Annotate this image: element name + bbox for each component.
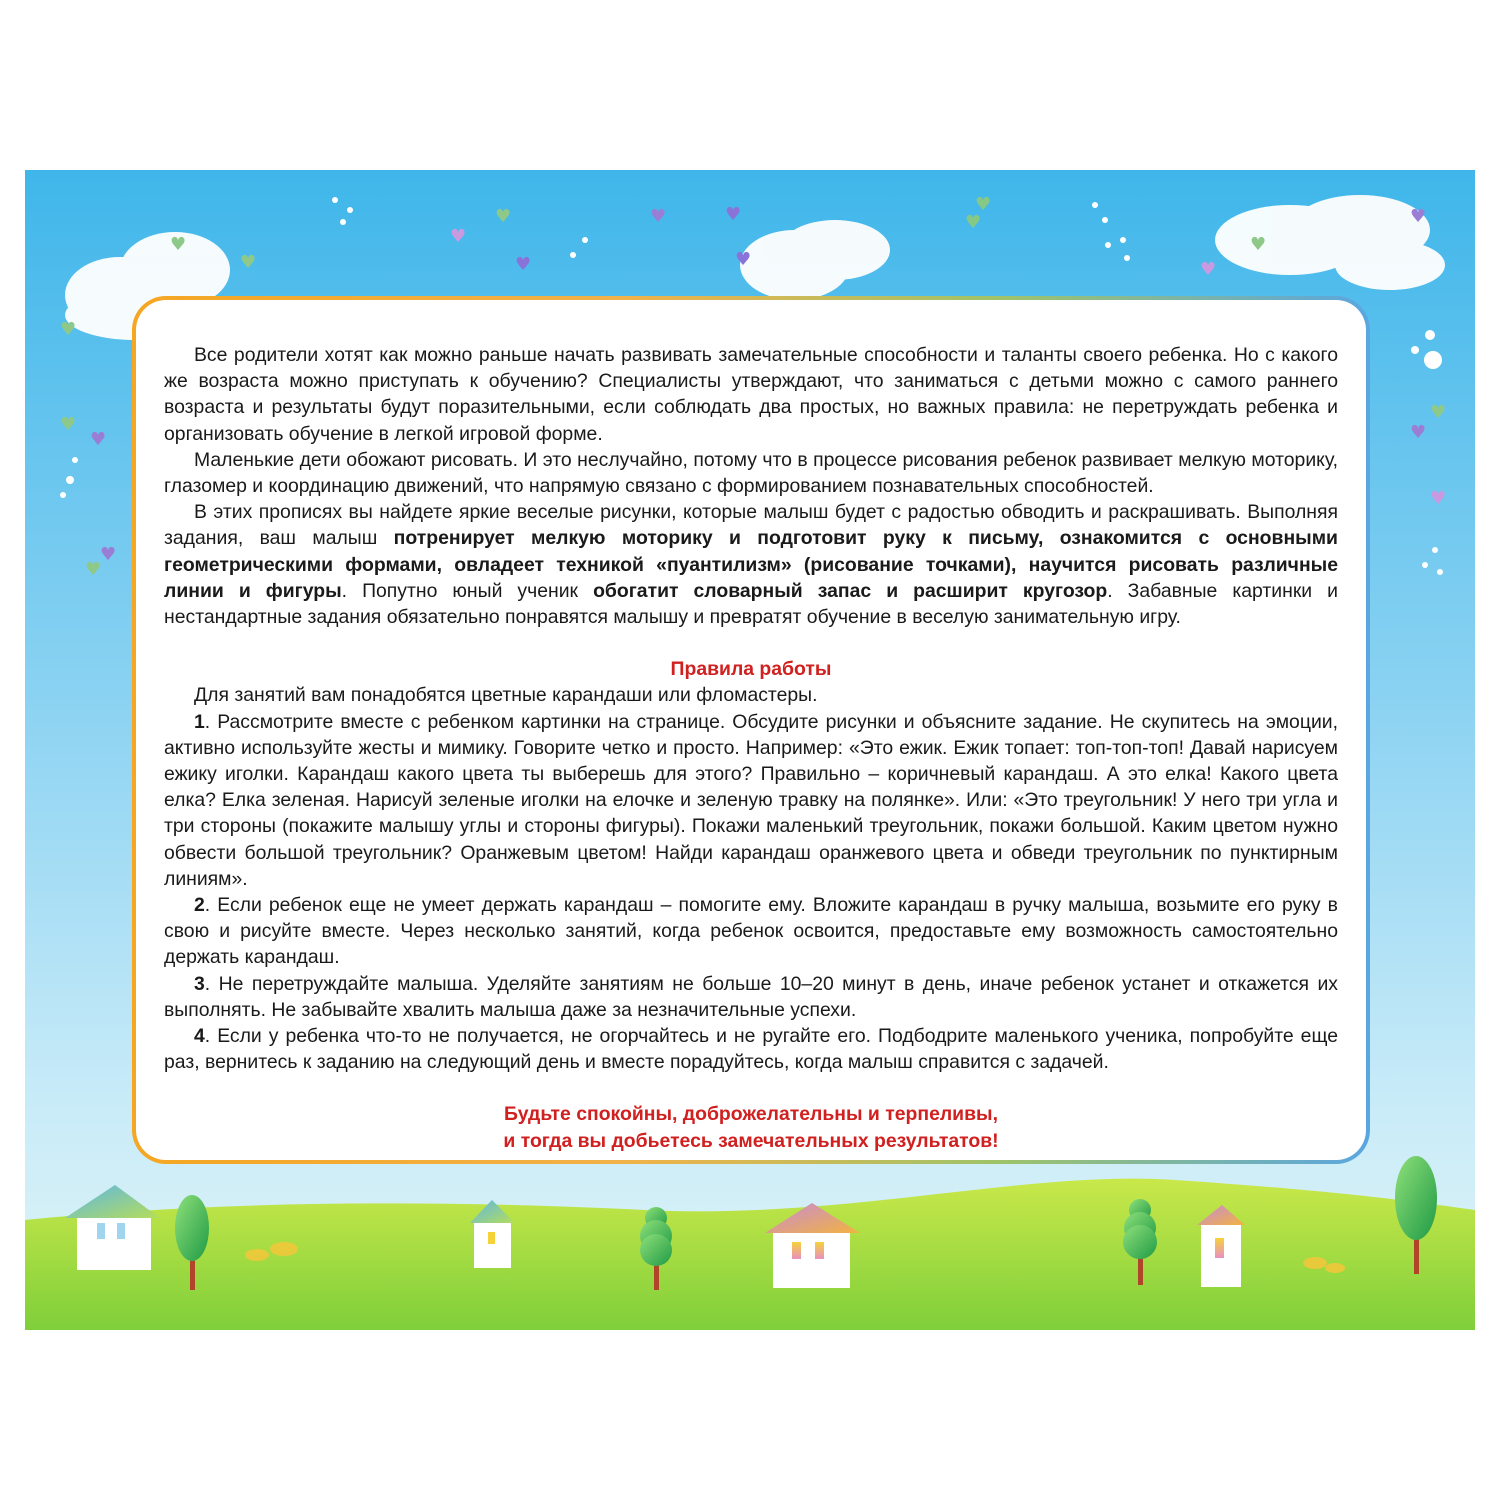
svg-text:♥: ♥ bbox=[515, 254, 532, 275]
intro-p3-bold-vocabulary: обогатит словарный запас и расширит кругозор bbox=[593, 579, 1108, 602]
svg-text:♥: ♥ bbox=[975, 194, 992, 215]
text-card bbox=[132, 296, 1370, 1164]
svg-text:♥: ♥ bbox=[60, 319, 77, 340]
intro-p3-part-e: . Забавные картинки и нестандартные задания обязательно понравятся малышу и превратят обучение в веселую занимательную игру. bbox=[164, 579, 1338, 629]
illustrated-background bbox=[25, 170, 1475, 1330]
rule-item-4 bbox=[164, 1023, 1338, 1075]
svg-text:♥: ♥ bbox=[1430, 488, 1447, 509]
svg-text:♥: ♥ bbox=[85, 559, 102, 580]
svg-text:♥: ♥ bbox=[650, 206, 667, 227]
rule-number: 4 bbox=[194, 1025, 205, 1048]
rule-text: . Если ребенок еще не умеет держать карандаш – помогите ему. Вложите карандаш в ручку малыша, возьмите его руку в свою и рисуйте вместе. Через несколько занятий, когда ребенок освоится, предоставьте ему возможность самостоятельно держать карандаш. bbox=[164, 894, 1338, 969]
rule-item-3 bbox=[164, 971, 1338, 1023]
rule-item-1 bbox=[164, 709, 1338, 892]
rule-text: . Рассмотрите вместе с ребенком картинки на странице. Обсудите рисунки и объясните задание. Не скупитесь на эмоции, активно используйте жесты и мимику. Говорите четко и просто. Например: «Это ежик. Ежик топает: топ-топ-топ! Давай нарисуем ежику иголки. Карандаш какого цвета ты выберешь для этого? Правильно – коричневый карандаш. А это елка! Какого цвета елка? Елка зеленая. Нарисуй зеленые иголки на елочке и зеленую травку на полянке». Или: «Это треугольник! У него три угла и три стороны (покажите малышу углы и стороны фигуры). Покажи маленький треугольник, покажи большой. Каким цветом нужно обвести большой треугольник? Оранжевым цветом! Найди карандаш оранжевого цвета и обведи треугольник по пунктирным линиям». bbox=[164, 710, 1338, 890]
svg-text:♥: ♥ bbox=[450, 226, 467, 247]
svg-text:♥: ♥ bbox=[90, 429, 107, 450]
intro-paragraph-3 bbox=[164, 499, 1338, 630]
svg-text:♥: ♥ bbox=[60, 414, 77, 435]
svg-text:♥: ♥ bbox=[100, 544, 117, 565]
intro-paragraph-1: Все родители хотят как можно раньше начать развивать замечательные способности и таланты своего ребенка. Но с какого же возраста можно приступать к обучению? Специалисты утверждают, что заниматься с детьми можно с самого раннего возраста и результаты будут поразительными, если соблюдать два простых, но важных правила: не перетруждать ребенка и организовать обучение в легкой игровой форме. bbox=[164, 344, 1338, 445]
house-1 bbox=[65, 1185, 160, 1270]
svg-text:♥: ♥ bbox=[170, 234, 187, 255]
rule-number: 3 bbox=[194, 972, 205, 995]
closing-line-1: Будьте спокойны, доброжелательны и терпеливы, bbox=[504, 1103, 998, 1126]
svg-text:♥: ♥ bbox=[495, 206, 512, 227]
svg-text:♥: ♥ bbox=[1410, 422, 1427, 443]
closing-line-2: и тогда вы добьетесь замечательных результатов! bbox=[503, 1129, 999, 1152]
svg-text:♥: ♥ bbox=[1410, 206, 1427, 227]
svg-text:♥: ♥ bbox=[1200, 259, 1217, 280]
rules-heading: Правила работы bbox=[670, 658, 832, 681]
svg-text:♥: ♥ bbox=[965, 212, 982, 233]
rules-lead: Для занятий вам понадобятся цветные карандаши или фломастеры. bbox=[194, 684, 818, 707]
rule-text: . Если у ребенка что-то не получается, не огорчайтесь и не ругайте его. Подбодрите маленького ученика, попробуйте еще раз, вернитесь к заданию на следующий день и вместе порадуйтесь, когда малыш справится с задачей. bbox=[164, 1025, 1338, 1074]
intro-p3-bold-skills: потренирует мелкую моторику и подготовит руку к письму, ознакомится с основными геометрическими формами, овладеет техникой «пуантилизм» (рисование точками), научится рисовать различные линии и фигуры bbox=[164, 527, 1338, 602]
svg-text:♥: ♥ bbox=[725, 204, 742, 225]
svg-text:♥: ♥ bbox=[240, 252, 257, 273]
rule-number: 2 bbox=[194, 894, 205, 917]
intro-p3-part-c: . Попутно юный ученик bbox=[341, 579, 594, 602]
text-card-body bbox=[136, 300, 1366, 1160]
rule-text: . Не перетруждайте малыша. Уделяйте занятиям не больше 10–20 минут в день, иначе ребенок устанет и откажется их выполнять. Не забывайте хвалить малыша даже за незначительные успехи. bbox=[164, 972, 1338, 1021]
rule-number: 1 bbox=[194, 710, 205, 733]
svg-text:♥: ♥ bbox=[1430, 402, 1447, 423]
intro-paragraph-2: Маленькие дети обожают рисовать. И это неслучайно, потому что в процессе рисования ребенок развивает мелкую моторику, глазомер и координацию движений, что напрямую связано с формированием познавательных способностей. bbox=[164, 448, 1338, 498]
intro-p3-part-a: В этих прописях вы найдете яркие веселые рисунки, которые малыш будет с радостью обводить и раскрашивать. Выполняя задания, ваш малыш bbox=[164, 501, 1338, 550]
rule-item-2 bbox=[164, 892, 1338, 971]
svg-text:♥: ♥ bbox=[735, 249, 752, 270]
svg-text:♥: ♥ bbox=[1250, 234, 1267, 255]
